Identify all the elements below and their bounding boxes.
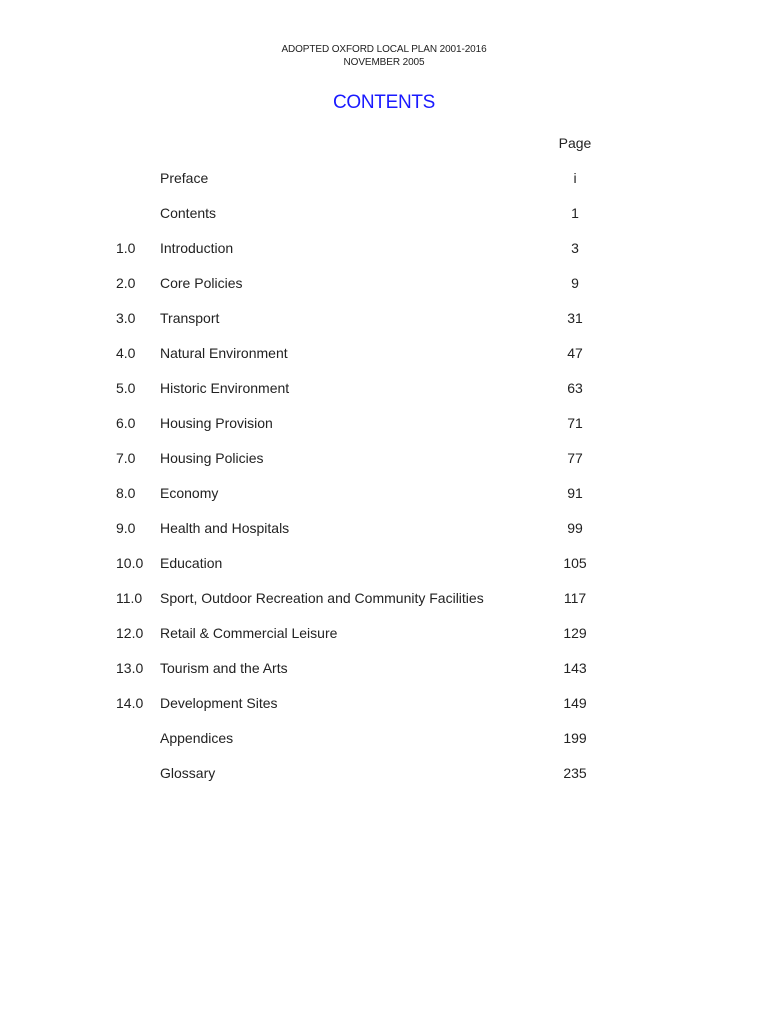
toc-entry[interactable] — [0, 203, 768, 223]
toc-entry[interactable] — [0, 553, 768, 573]
toc-entry[interactable] — [0, 308, 768, 328]
toc-entry-page-number: 117 — [563, 590, 587, 606]
toc-entry[interactable] — [0, 623, 768, 643]
toc-entry[interactable] — [0, 413, 768, 433]
toc-entry-title[interactable]: Housing Policies — [160, 450, 264, 466]
page-column-label: Page — [558, 135, 592, 151]
toc-entry-title[interactable]: Introduction — [160, 240, 234, 256]
toc-entry-number: 4.0 — [116, 345, 136, 361]
toc-entry-number: 12.0 — [116, 625, 144, 641]
toc-entry-number: 11.0 — [116, 590, 143, 606]
toc-entry-page-number: 71 — [567, 415, 583, 431]
toc-entry[interactable] — [0, 693, 768, 713]
toc-entry-page-number: 149 — [563, 695, 587, 711]
toc-entry-title[interactable]: Glossary — [160, 765, 216, 781]
toc-entry-title[interactable]: Core Policies — [160, 275, 243, 291]
toc-entry-number: 7.0 — [116, 450, 136, 466]
toc-entry-title[interactable]: Housing Provision — [160, 415, 273, 431]
page-title: CONTENTS — [332, 92, 436, 113]
toc-entry-title[interactable]: Economy — [160, 485, 219, 501]
toc-entry-title[interactable]: Education — [160, 555, 223, 571]
toc-entry-number: 3.0 — [116, 310, 136, 326]
toc-entry-number: 8.0 — [116, 485, 136, 501]
toc-entry[interactable] — [0, 448, 768, 468]
toc-entry-title[interactable]: Contents — [160, 205, 217, 221]
toc-entry-title[interactable]: Sport, Outdoor Recreation and Community Facilities — [160, 590, 484, 606]
toc-entry[interactable] — [0, 518, 768, 538]
toc-entry[interactable] — [0, 378, 768, 398]
toc-entry-number: 10.0 — [116, 555, 144, 571]
toc-entry[interactable] — [0, 343, 768, 363]
toc-entry[interactable] — [0, 658, 768, 678]
toc-entry-page-number: 3 — [571, 240, 579, 256]
toc-entry-page-number: 143 — [563, 660, 587, 676]
toc-entry-page-number: i — [573, 170, 577, 186]
toc-entry-number: 2.0 — [116, 275, 136, 291]
toc-entry-number: 13.0 — [116, 660, 144, 676]
toc-entry-page-number: 47 — [567, 345, 583, 361]
toc-entry-page-number: 63 — [567, 380, 583, 396]
toc-entry[interactable] — [0, 168, 768, 188]
toc-entry-number: 1.0 — [116, 240, 136, 256]
toc-entry-number: 6.0 — [116, 415, 136, 431]
toc-entry-page-number: 199 — [563, 730, 587, 746]
toc-entry-page-number: 235 — [563, 765, 587, 781]
toc-entry[interactable] — [0, 238, 768, 258]
toc-entry-title[interactable]: Preface — [160, 170, 209, 186]
toc-entry[interactable] — [0, 588, 768, 608]
toc-entry-page-number: 9 — [571, 275, 579, 291]
toc-entry-page-number: 99 — [567, 520, 583, 536]
toc-entry-title[interactable]: Historic Environment — [160, 380, 290, 396]
toc-entry-page-number: 91 — [567, 485, 583, 501]
document-header-date: NOVEMBER 2005 — [343, 57, 425, 68]
toc-entry-title[interactable]: Appendices — [160, 730, 234, 746]
toc-entry[interactable] — [0, 763, 768, 783]
toc-entry-title[interactable]: Tourism and the Arts — [160, 660, 288, 676]
toc-entry-title[interactable]: Development Sites — [160, 695, 278, 711]
toc-entry-number: 14.0 — [116, 695, 144, 711]
toc-entry[interactable] — [0, 483, 768, 503]
toc-entry-title[interactable]: Transport — [160, 310, 220, 326]
toc-entry-title[interactable]: Retail & Commercial Leisure — [160, 625, 338, 641]
toc-entry[interactable] — [0, 728, 768, 748]
toc-entry-title[interactable]: Natural Environment — [160, 345, 288, 361]
toc-entry-page-number: 105 — [563, 555, 587, 571]
toc-entry-number: 9.0 — [116, 520, 136, 536]
document-header-title: ADOPTED OXFORD LOCAL PLAN 2001-2016 — [281, 44, 487, 55]
toc-entry-page-number: 1 — [571, 205, 579, 221]
toc-entry-page-number: 77 — [567, 450, 583, 466]
toc-entry-page-number: 31 — [567, 310, 583, 326]
toc-entry-page-number: 129 — [563, 625, 587, 641]
toc-entry[interactable] — [0, 273, 768, 293]
toc-entry-number: 5.0 — [116, 380, 136, 396]
toc-entry-title[interactable]: Health and Hospitals — [160, 520, 290, 536]
